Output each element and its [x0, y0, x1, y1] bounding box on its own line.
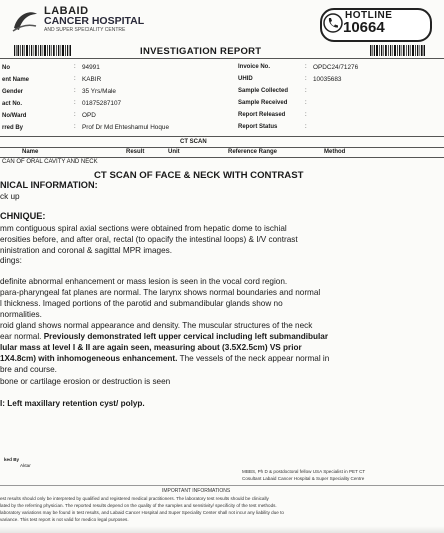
phone-icon: [323, 13, 343, 33]
finding-line: para-pharyngeal fat planes are normal. The larynx shows normal boundaries and normal: [0, 288, 321, 297]
section-title: CT SCAN: [180, 139, 207, 145]
report-page: LABAID CANCER HOSPITAL AND SUPER SPECIALITY CENTRE HOTLINE 10664 INVESTIGATION REPORT No : 94991 ent Name : KABIR Gender : 35 Yrs/Male act No. : 01875287107 No/Ward : OPD rred By : Prof Dr Md Ehteshamul Hoque Invoice No. : OPDC24/71276 UHID : 10035683 Sample Collected : Sample Received : Report Released : Report Status : CT SCAN Name Result Unit Reference Range Method CAN OF ORAL CAVITY AND NECK CT SCAN OF FACE & NECK WITH CONTRAST NICAL INFORMATION: ck up CHNIQUE: mm contiguous spiral axial sections were obtained from hepatic dome to ischial erosities before, and after oral, rectal (to opacify the intestinal loops) & I/V contrast ninistration and coronal & sagittal MPR images. dings: definite abnormal enhancement or mass lesion is seen in the vocal cord region. para-pharyngeal fat planes are normal. The larynx shows normal boundaries and normal l thickness. Imaged portions of the parotid and submandibular glands show no normalities. roid gland shows normal appearance and density. The muscular structures of the neck ear normal. Previously demonstrated left upper cervical including left submandibular lular mass at level I & II are again seen, measuring about (3.5X2.5cm) VS prior 1X4.8cm) with inhomogeneous enhancement. The vessels of the neck appear normal in bre and course. bone or cartilage erosion or destruction is seen I: Left maxillary retention cyst/ polyp. ked By Aktar MBBS, Ph D & postdoctoral fellow USA Specialist in PET CT Cosultant Labaid Cancer Hospital & Super Speciality Centre IMPORTANT INFORMATIONS est results should only be interpreted by qualified and registered medical practitioners. The laboratory test results should be clinically lated by the referring physician. The reported results depend on the quality of the samples and sensitivity/ specificity of the test methods. laboratory variations may be found in test results, and Labaid Cancer Hospital and Super Speciality Center shall not incur any liability due to variance. This test report is not valid for medico legal purposes.: [0, 0, 444, 533]
patient-gender-value: 35 Yrs/Male: [82, 88, 116, 95]
finding-line: 1X4.8cm) with inhomogeneous enhancement. The vessels of the neck appear normal in: [0, 354, 330, 363]
finding-line: l thickness. Imaged portions of the parotid and submandibular glands show no: [0, 299, 283, 308]
invoice-no-label: Invoice No.: [238, 64, 271, 70]
finding-line: definite abnormal enhancement or mass lesion is seen in the vocal cord region.: [0, 277, 288, 286]
col-unit: Unit: [168, 149, 180, 155]
invoice-no-value: OPDC24/71276: [313, 64, 359, 71]
header-divider: [0, 58, 444, 59]
footer-heading: IMPORTANT INFORMATIONS: [162, 488, 231, 494]
referred-by-label: rred By: [2, 125, 24, 131]
patient-name-label: ent Name: [2, 77, 30, 83]
impression: I: Left maxillary retention cyst/ polyp.: [0, 399, 145, 408]
sample-received-label: Sample Received: [238, 100, 288, 106]
patient-gender-label: Gender: [2, 89, 24, 95]
section-divider: [0, 147, 444, 148]
logo-brand: LABAID: [44, 5, 89, 17]
patient-no-label: No: [2, 65, 10, 71]
logo-subtitle: AND SUPER SPECIALITY CENTRE: [44, 27, 126, 33]
doctor-position: Cosultant Labaid Cancer Hospital & Super Speciality Centre: [242, 476, 365, 481]
referred-by-value: Prof Dr Md Ehteshamul Hoque: [82, 124, 170, 131]
test-name: CAN OF ORAL CAVITY AND NECK: [2, 159, 98, 165]
col-reference-range: Reference Range: [228, 149, 278, 155]
report-title: INVESTIGATION REPORT: [140, 46, 262, 57]
page-bottom-edge: [0, 526, 444, 533]
patient-name-value: KABIR: [82, 76, 102, 83]
uhid-value: 10035683: [313, 76, 342, 83]
patient-contact-label: act No.: [2, 101, 23, 107]
report-released-label: Report Released: [238, 112, 286, 118]
finding-line: ear normal. Previously demonstrated left upper cervical including left submandibular: [0, 332, 329, 341]
footer-line: variance. This test report is not valid for medico legal purposes.: [0, 517, 129, 522]
footer-divider: [0, 485, 444, 486]
main-title: CT SCAN OF FACE & NECK WITH CONTRAST: [94, 170, 304, 181]
patient-ward-label: No/Ward: [2, 113, 27, 119]
footer-line: laboratory variations may be found in test results, and Labaid Cancer Hospital and Super Speciality Center shall not incur any liability due to: [0, 510, 284, 515]
hotline-number: 10664: [343, 19, 385, 36]
doctor-credentials: MBBS, Ph D & postdoctoral fellow USA Specialist in PET CT: [242, 469, 366, 474]
header-row-divider: [0, 157, 444, 158]
finding-line: bre and course.: [0, 365, 57, 374]
report-status-label: Report Status: [238, 124, 278, 130]
finding-line: normalities.: [0, 310, 42, 319]
patient-contact-value: 01875287107: [82, 100, 122, 107]
col-name: Name: [22, 149, 39, 155]
sample-collected-label: Sample Collected: [238, 88, 289, 94]
clinical-heading: NICAL INFORMATION:: [0, 180, 98, 190]
technique-heading: CHNIQUE:: [0, 211, 46, 221]
col-method: Method: [324, 149, 346, 155]
technique-line: erosities before, and after oral, rectal (to opacify the intestinal loops) & I/V contrast: [0, 235, 298, 244]
barcode-left: [14, 45, 72, 56]
uhid-label: UHID: [238, 76, 253, 82]
hospital-logo-icon: [10, 6, 40, 34]
checked-by: ked By: [4, 457, 20, 462]
col-result: Result: [126, 149, 145, 155]
findings-heading: dings:: [0, 256, 22, 265]
finding-line: roid gland shows normal appearance and density. The muscular structures of the neck: [0, 321, 313, 330]
finding-line: lular mass at level I & II are again seen, measuring about (3.5X2.5cm) VS prior: [0, 343, 302, 352]
clinical-text: ck up: [0, 192, 20, 201]
patient-no-value: 94991: [82, 64, 100, 71]
patient-ward-value: OPD: [82, 112, 96, 119]
barcode-right: [370, 45, 426, 56]
technique-line: mm contiguous spiral axial sections were obtained from hepatic dome to ischial: [0, 224, 287, 233]
section-divider-top: [0, 136, 444, 137]
finding-line: bone or cartilage erosion or destruction is seen: [0, 377, 171, 386]
technique-line: ninistration and coronal & sagittal MPR images.: [0, 246, 173, 255]
hotline-label: HOTLINE: [345, 10, 393, 21]
footer-line: lated by the referring physician. The reported results depend on the quality of the samples and sensitivity/ specificity of the test methods.: [0, 503, 277, 508]
footer-line: est results should only be interpreted by qualified and registered medical practitioners. The laboratory test results should be clinically: [0, 496, 269, 501]
checked-by-name: Aktar: [20, 463, 31, 468]
logo-name: CANCER HOSPITAL: [44, 15, 145, 27]
